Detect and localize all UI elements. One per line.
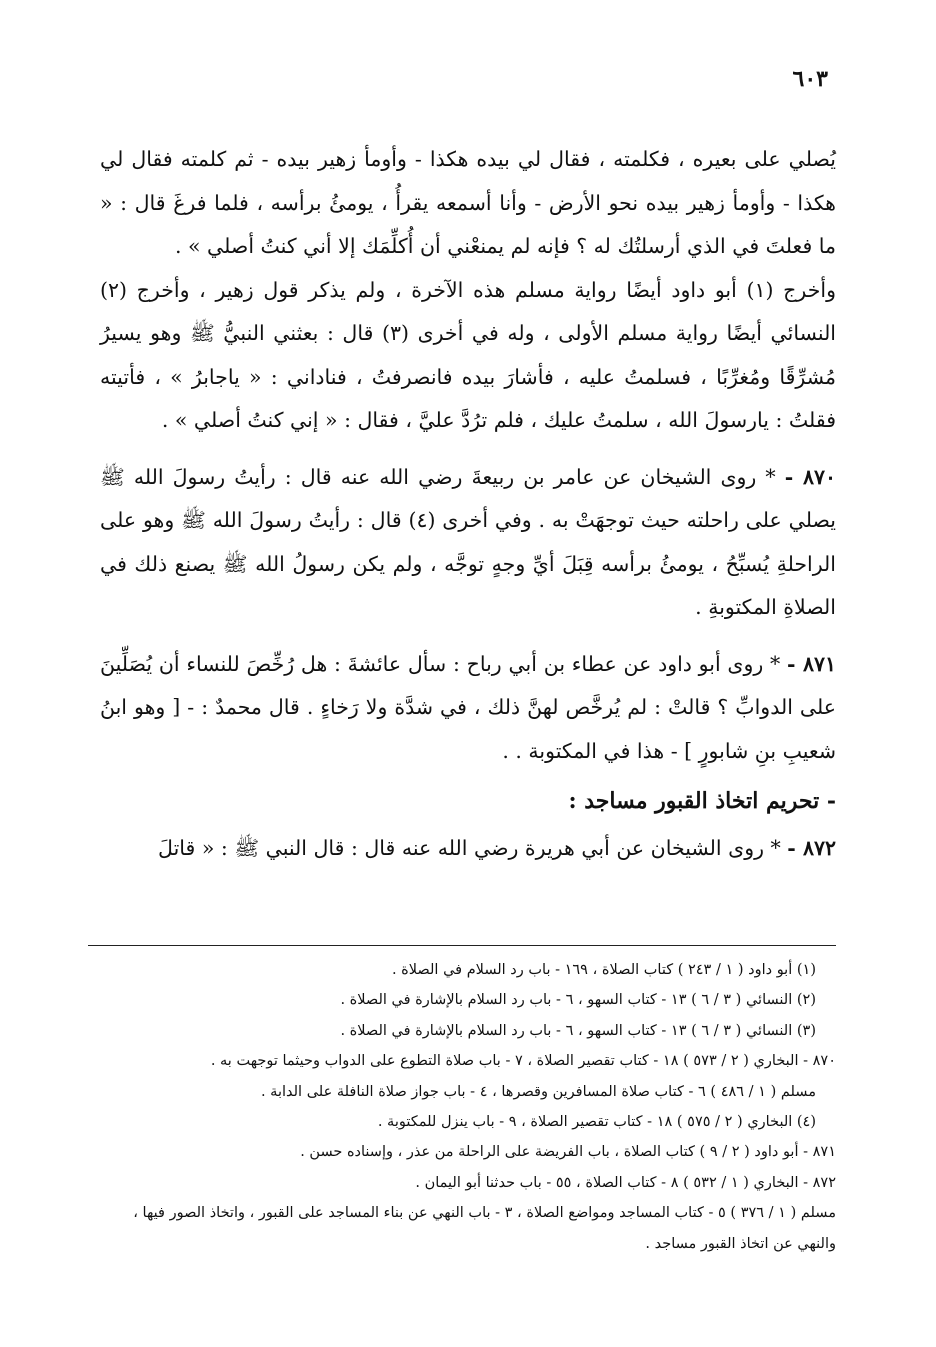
hadith-870 (100, 456, 836, 630)
footnote-divider (88, 945, 836, 946)
footnote-872-muslim: مسلم ( ١ / ٣٧٦ ) ٥ - كتاب المساجد ومواضع الصلاة ، ٣ - باب النهي عن بناء المساجد على القبور ، واتخاذ الصور فيها ، والنهي عن اتخاذ القبور مساجد . (133, 1205, 836, 1252)
hadith-number: ٨٧٢ - (787, 836, 836, 860)
footnote-870-muslim: مسلم ( ١ / ٤٨٦ ) ٦ - كتاب صلاة المسافرين وقصرها ، ٤ - باب جواز صلاة النافلة على الدابة . (260, 1083, 816, 1100)
hadith-871 (100, 643, 836, 774)
section-heading: - تحريم اتخاذ القبور مساجد : (568, 788, 836, 814)
hadith-872 (100, 827, 836, 871)
footnotes (100, 955, 836, 1259)
footnote-872: ٨٧٢ - البخاري ( ١ / ٥٣٢ ) ٨ - كتاب الصلاة ، ٥٥ - باب حدثنا أبو اليمان . (415, 1174, 836, 1191)
footnote-871: ٨٧١ - أبو داود ( ٢ / ٩ ) كتاب الصلاة ، باب الفريضة على الراحلة من عذر ، وإسناده حسن . (300, 1144, 836, 1161)
hadith-number: ٨٧٠ - (784, 464, 836, 489)
footnote-2: (٢) النسائي ( ٣ / ٦ ) ١٣ - كتاب السهو ، ٦ - باب رد السلام بالإشارة في الصلاة . (340, 992, 816, 1009)
footnote-3: (٣) النسائي ( ٣ / ٦ ) ١٣ - كتاب السهو ، ٦ - باب رد السلام بالإشارة في الصلاة . (340, 1022, 816, 1039)
paragraph-takhrij: وأخرج (١) أبو داود أيضًا رواية مسلم هذه الآخرة ، ولم يذكر قول زهير ، وأخرج (٢) النسائي أيضًا رواية مسلم الأولى ، وله في أخرى (٣) قال : بعثني النبيُّ ﷺ وهو يسيرُ مُشرِّقًا ومُغرِّبًا ، فسلمتُ عليه ، فأشارَ بيده فانصرفتُ ، فناداني : « ياجابرُ » ، فأتيته فقلتُ : يارسولَ الله ، سلمتُ عليك ، فلم ترُدَّ عليَّ ، فقال : « إني كنتُ أصلي » . (100, 277, 837, 432)
page-number: ٦٠٣ (792, 66, 828, 92)
footnote-1: (١) أبو داود ( ١ / ٢٤٣ ) كتاب الصلاة ، ١٦٩ - باب رد السلام في الصلاة . (391, 962, 816, 978)
paragraph-continuation: يُصلي على بعيره ، فكلمته ، فقال لي بيده هكذا - وأومأ زهير بيده - ثم كلمته فقال لي هكذا - وأومأ زهير بيده نحو الأرض - وأنا أسمعه يقرأُ ، يومئُ برأسه ، فلما فرغَ قال : « ما فعلتَ في الذي أرسلتُك له ؟ فإنه لم يمنعْني أن أُكلِّمَك إلا أني كنتُ أصلي » . (100, 147, 836, 258)
main-text (100, 138, 836, 871)
footnote-4: (٤) البخاري ( ٢ / ٥٧٥ ) ١٨ - كتاب تقصير الصلاة ، ٩ - باب ينزل للمكتوبة . (377, 1114, 816, 1131)
hadith-text: * روى الشيخان عن عامر بن ربيعةَ رضي الله عنه قال : رأيتُ رسولَ الله ﷺ يصلي على راحلته حيث توجهَتْ به . وفي أخرى (٤) قال : رأيتُ رسولَ الله ﷺ وهو على الراحلةِ يُسبِّحُ ، يومئُ برأسه قِبَلَ أيِّ وجهٍ توجَّه ، ولم يكن رسولُ الله ﷺ يصنع ذلك في الصلاةِ المكتوبةِ . (100, 464, 836, 619)
hadith-text: * روى أبو داود عن عطاء بن أبي رباح : سأل عائشةَ : هل رُخِّصَ للنساء أن يُصَلِّينَ على الدوابِّ ؟ قالتْ : لم يُرخَّص لهنَّ ذلك ، في شدَّة ولا رَخاءٍ . قال محمدٌ : - [ وهو ابنُ شعيبِ بنِ شابورٍ ] - هذا في المكتوبة . . (100, 651, 836, 763)
hadith-number: ٨٧١ - (787, 651, 836, 676)
footnote-870: ٨٧٠ - البخاري ( ٢ / ٥٧٣ ) ١٨ - كتاب تقصير الصلاة ، ٧ - باب صلاة التطوع على الدواب وحيثما توجهت به . (210, 1053, 836, 1070)
hadith-text: * روى الشيخان عن أبي هريرة رضي الله عنه قال : قال النبي ﷺ : « قاتلَ (158, 836, 781, 860)
